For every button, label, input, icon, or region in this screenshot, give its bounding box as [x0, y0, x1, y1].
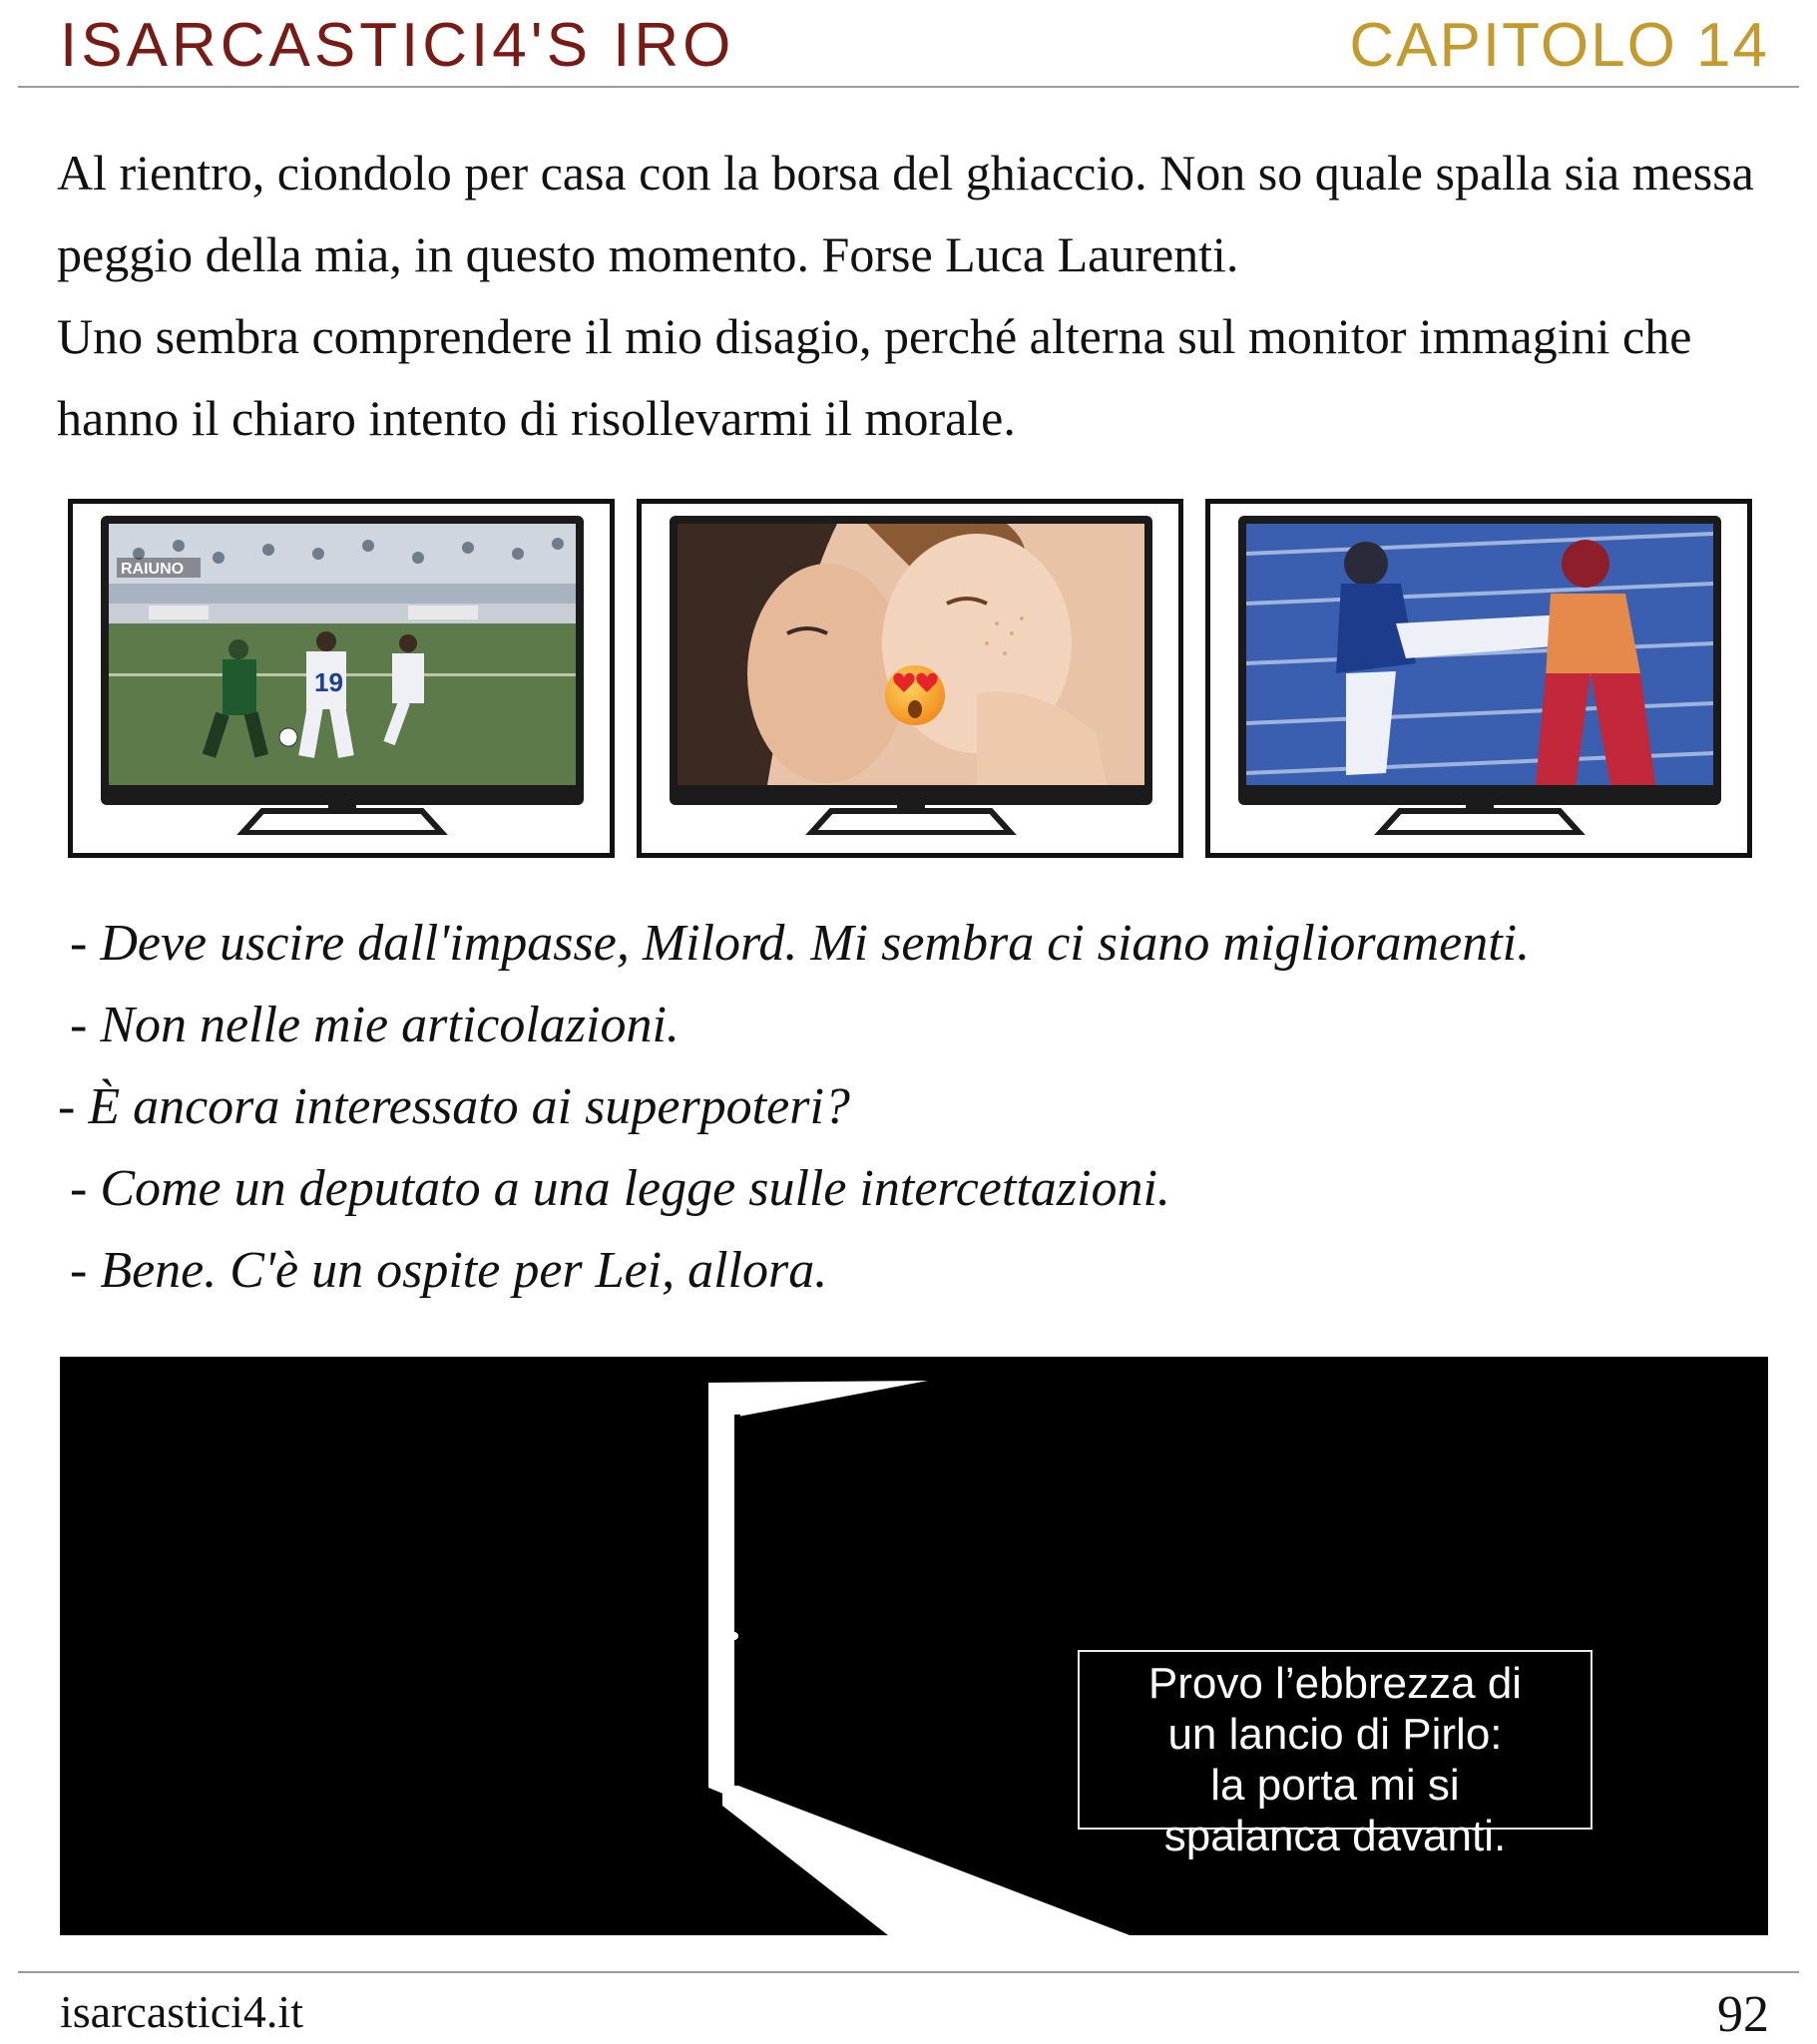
tv-panel-row: [68, 499, 1764, 868]
football-scene: [109, 524, 576, 785]
football-scene-art: [109, 524, 576, 785]
dialogue-line-5: - Bene. C'è un ospite per Lei, allora.: [70, 1242, 828, 1299]
caption-line-3: la porta mi si: [1210, 1761, 1460, 1810]
header-divider: [18, 86, 1799, 88]
intro-paragraph-1: Al rientro, ciondolo per casa con la borsa del ghiaccio. Non so quale spalla sia messa peggio della mia, in questo momento. Forse Luca Laurenti.: [57, 145, 1754, 282]
caption-line-4: spalanca davanti.: [1163, 1812, 1507, 1860]
site-url: isarcastici4.it: [60, 1986, 303, 2037]
dialogue-line-1: - Deve uscire dall'impasse, Milord. Mi sembra ci siano miglioramenti.: [70, 915, 1531, 972]
caption-line-1: Provo l’ebbrezza di: [1147, 1659, 1523, 1708]
caption-line-2: un lancio di Pirlo:: [1167, 1710, 1503, 1759]
tv-monitor: [670, 516, 1152, 805]
dialogue-line-2: - Non nelle mie articolazioni.: [70, 997, 680, 1053]
dialogue-block: [58, 903, 1766, 1312]
tv-monitor: [101, 516, 584, 805]
kiss-scene: [678, 524, 1144, 785]
page-number: 92: [1717, 1986, 1769, 2043]
anime-scene-art: [1246, 524, 1713, 785]
channel-logo: RAIUNO: [121, 561, 185, 578]
door-panel: [60, 1357, 1768, 1935]
page-header: [0, 0, 1817, 88]
anime-scene: [1246, 524, 1713, 785]
heart-eyes-emoji-icon: [885, 665, 945, 725]
jersey-number: 19: [314, 667, 343, 697]
kiss-scene-art: [678, 524, 1144, 785]
comic-title: ISARCASTICI4'S IRO: [60, 11, 735, 80]
intro-paragraph-2: Uno sembra comprendere il mio disagio, perché alterna sul monitor immagini che hanno il chiaro intento di risollevarmi il morale.: [57, 308, 1692, 446]
dialogue-line-4: - Come un deputato a una legge sulle intercettazioni.: [70, 1160, 1170, 1217]
dialogue-line-3: - È ancora interessato ai superpoteri?: [58, 1078, 850, 1135]
footer-divider: [18, 1971, 1799, 1973]
tv-panel-anime: [1205, 499, 1752, 858]
tv-panel-kiss: [637, 499, 1183, 858]
chapter-label: CAPITOLO 14: [1349, 11, 1769, 80]
tv-panel-football: [68, 499, 615, 858]
intro-text: [57, 132, 1773, 459]
tv-monitor: [1238, 516, 1721, 805]
caption-box: [1078, 1650, 1592, 1860]
tv-stand: [801, 803, 1021, 835]
tv-stand: [232, 803, 452, 835]
tv-stand: [1370, 803, 1590, 835]
